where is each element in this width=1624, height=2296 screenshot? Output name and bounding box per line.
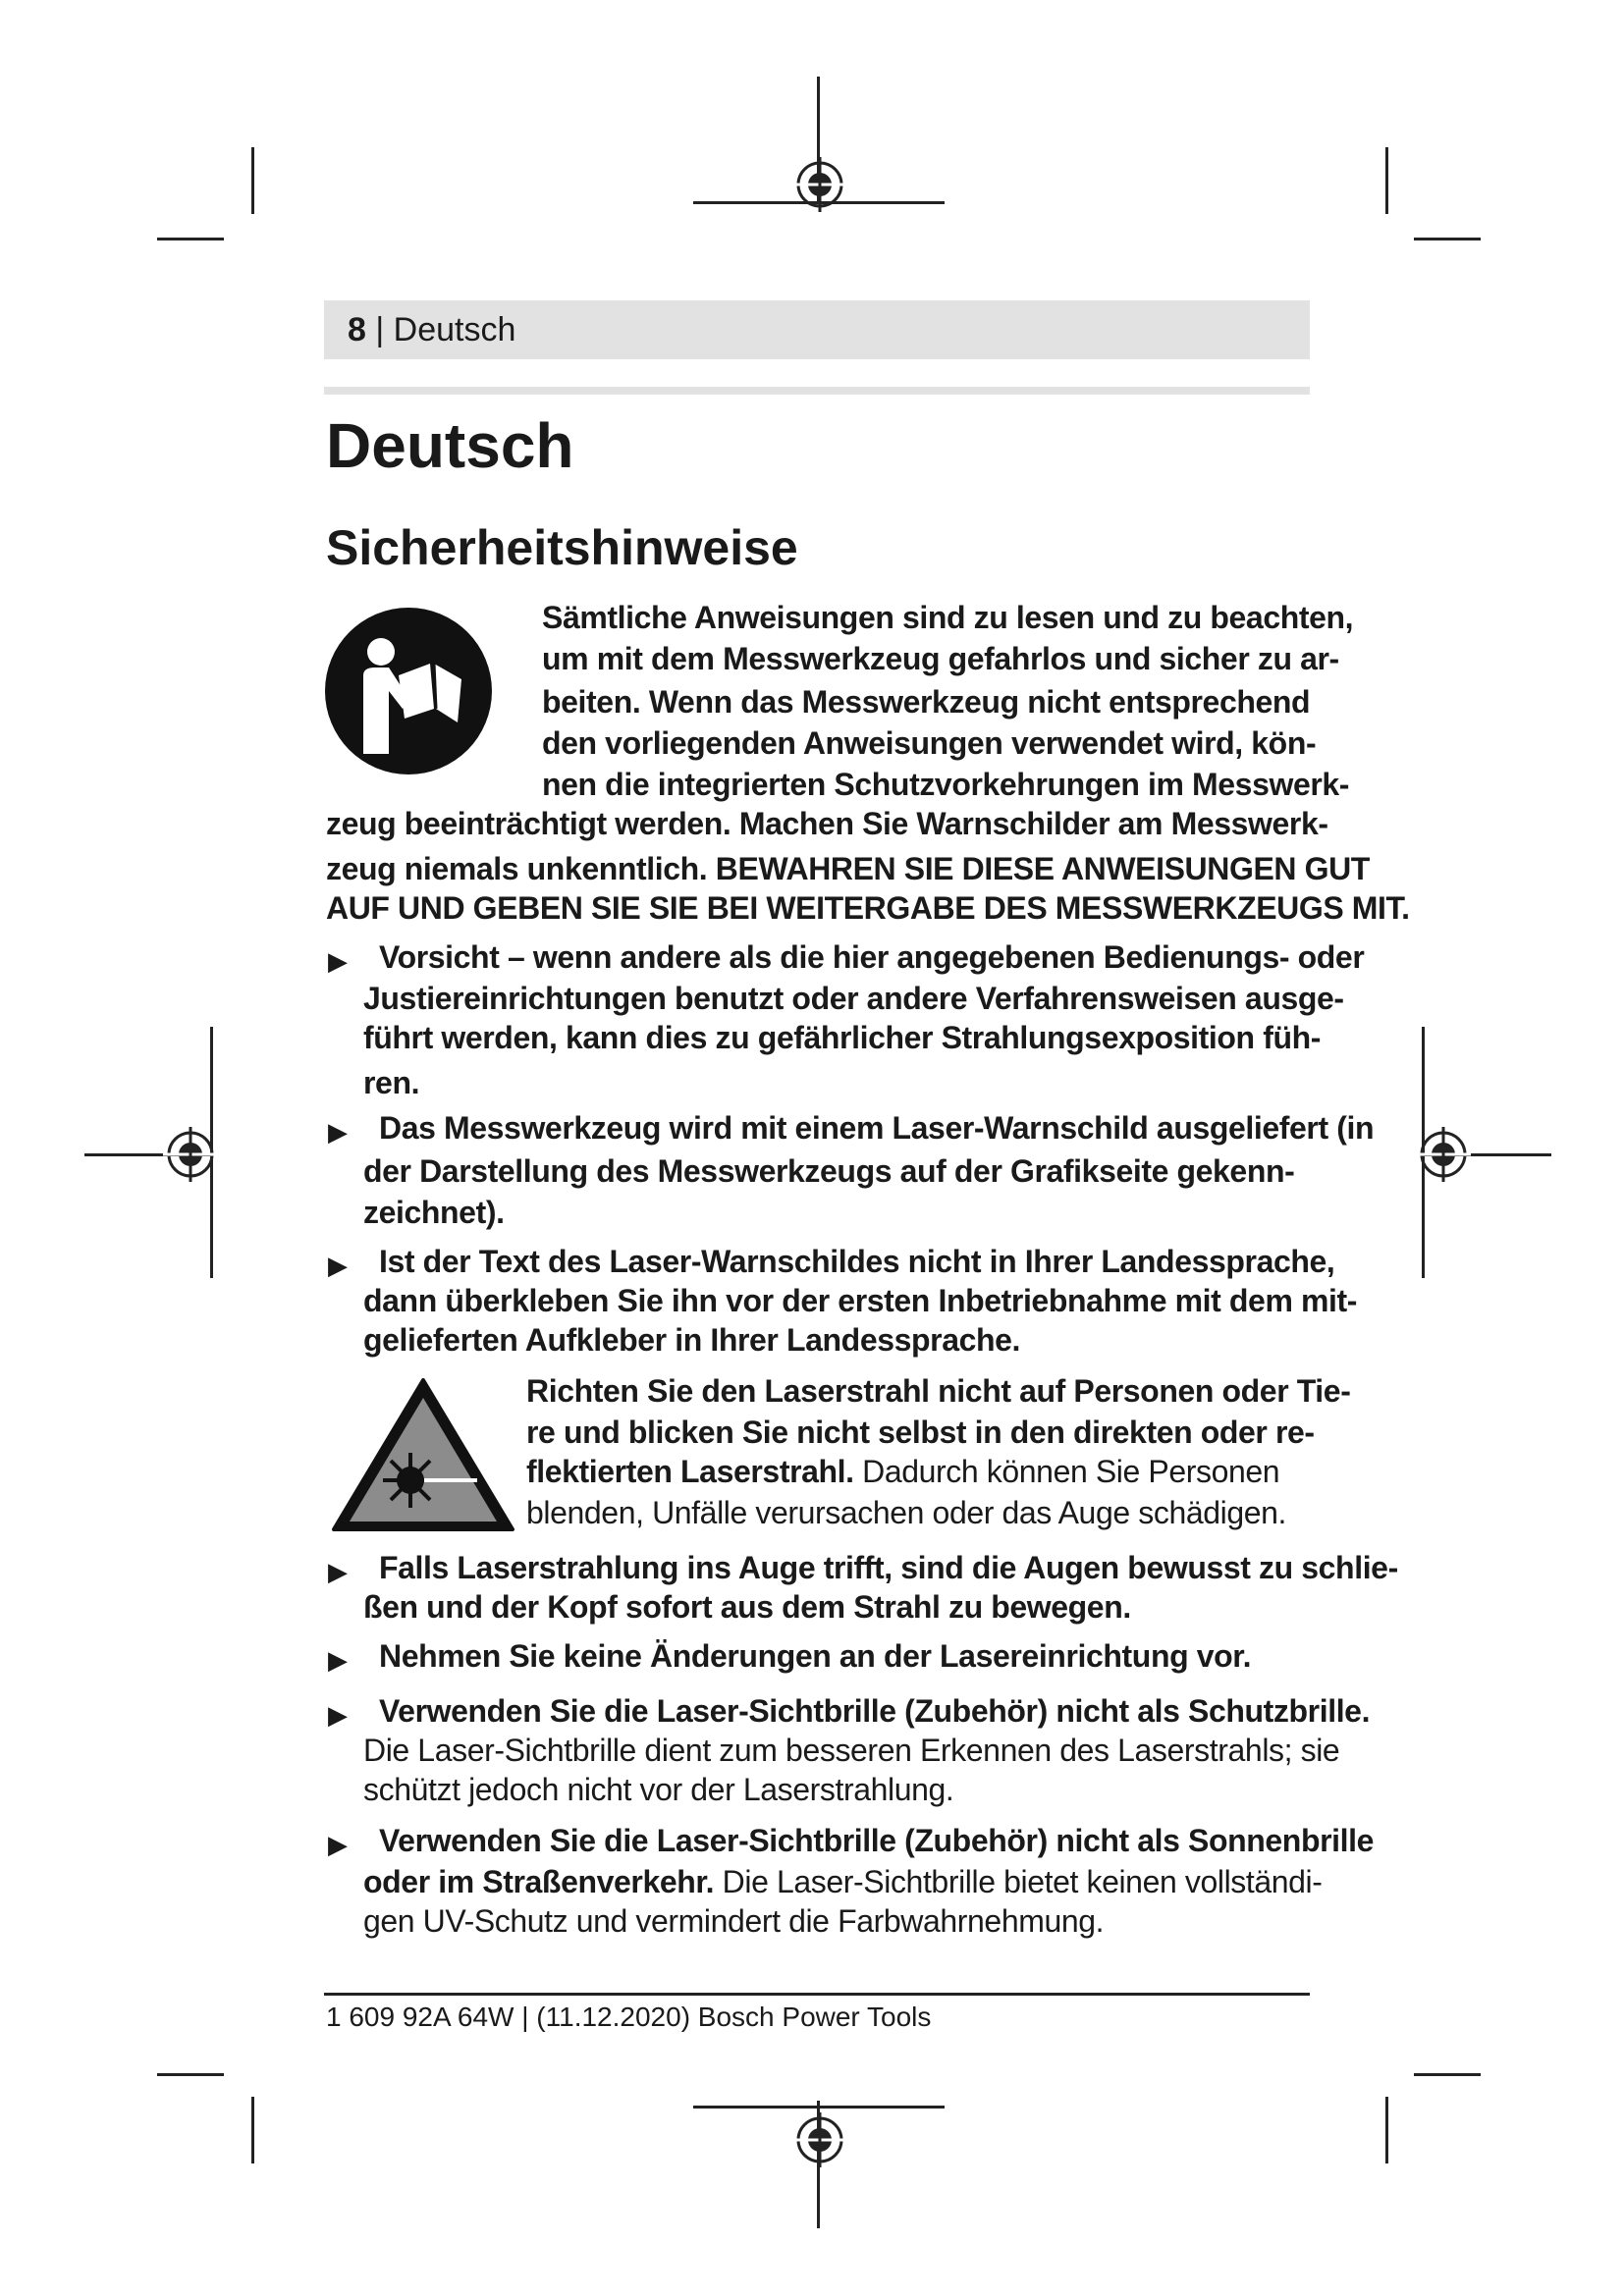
bullet-line: der Darstellung des Messwerkzeugs auf der Grafikseite gekenn- [363,1153,1295,1189]
laser-warning-icon [330,1374,516,1533]
laser-warning-line [526,1451,1279,1492]
page-number: 8 [348,311,366,348]
intro-line: Sämtliche Anweisungen sind zu lesen und zu beachten, [542,600,1354,635]
laser-warning-normal: Dadurch können Sie Personen [853,1454,1280,1489]
bullet-line: Ist der Text des Laser-Warnschildes nicht in Ihrer Landessprache, [379,1244,1335,1279]
bullet-line: dann überkleben Sie ihn vor der ersten Inbetriebnahme mit dem mit- [363,1283,1358,1318]
bullet-line: gelieferten Aufkleber in Ihrer Landessprache. [363,1322,1021,1358]
bullet-normal-text: Die Laser-Sichtbrille bietet keinen vollständi- [714,1864,1323,1899]
bullet-line: Vorsicht – wenn andere als die hier angegebenen Bedienungs- oder [379,939,1365,975]
page-footer: 1 609 92A 64W | (11.12.2020) Bosch Power Tools [326,2002,932,2032]
bullet-line: Nehmen Sie keine Änderungen an der Lasereinrichtung vor. [379,1638,1252,1674]
laser-warning-bold: flektierten Laserstrahl. [526,1454,854,1489]
bullet-arrow-icon: ▶ [328,1645,348,1675]
bullet-line: zeichnet). [363,1195,505,1230]
section-title: Sicherheitshinweise [326,520,798,575]
bullet-arrow-icon: ▶ [328,1117,348,1147]
bullet-arrow-icon: ▶ [328,1251,348,1280]
bullet-line: ßen und der Kopf sofort aus dem Strahl zu bewegen. [363,1589,1131,1625]
registration-target-icon [161,1125,220,1184]
footer-divider [324,1993,1310,1996]
bullet-line: Justiereinrichtungen benutzt oder andere Verfahrensweisen ausge- [363,981,1344,1016]
page-header [348,310,515,349]
header-separator: | [375,311,385,348]
bullet-line: Falls Laserstrahlung ins Auge trifft, sind die Augen bewusst zu schlie- [379,1550,1398,1585]
laser-warning-line: blenden, Unfälle verursachen oder das Auge schädigen. [526,1495,1287,1530]
bullet-line: Verwenden Sie die Laser-Sichtbrille (Zubehör) nicht als Sonnenbrille [379,1823,1375,1858]
laser-warning-line: re und blicken Sie nicht selbst in den direkten oder re- [526,1415,1315,1450]
bullet-arrow-icon: ▶ [328,1830,348,1859]
intro-line: nen die integrierten Schutzvorkehrungen im Messwerk- [542,767,1350,802]
header-divider [324,387,1310,395]
bullet-line [363,1861,1323,1902]
header-language: Deutsch [393,311,516,348]
registration-target-icon [790,155,849,214]
bullet-line: schützt jedoch nicht vor der Laserstrahlung. [363,1772,954,1807]
intro-line: zeug niemals unkenntlich. BEWAHREN SIE DIESE ANWEISUNGEN GUT [326,851,1370,886]
bullet-line: Das Messwerkzeug wird mit einem Laser-Warnschild ausgeliefert (in [379,1110,1375,1146]
intro-line: zeug beeinträchtigt werden. Machen Sie Warnschilder am Messwerk- [326,806,1328,841]
intro-line: beiten. Wenn das Messwerkzeug nicht entsprechend [542,684,1311,720]
registration-target-icon [790,2110,849,2169]
intro-line: AUF UND GEBEN SIE SIE BEI WEITERGABE DES MESSWERKZEUGS MIT. [326,890,1410,926]
bullet-line: Die Laser-Sichtbrille dient zum besseren Erkennen des Laserstrahls; sie [363,1733,1340,1768]
laser-warning-line: Richten Sie den Laserstrahl nicht auf Personen oder Tie- [526,1373,1351,1409]
bullet-arrow-icon: ▶ [328,1557,348,1586]
registration-target-icon [1414,1125,1473,1184]
bullet-line: gen UV-Schutz und vermindert die Farbwahrnehmung. [363,1903,1105,1939]
intro-line: den vorliegenden Anweisungen verwendet wird, kön- [542,725,1317,761]
bullet-line: ren. [363,1065,420,1100]
intro-line: um mit dem Messwerkzeug gefahrlos und sicher zu ar- [542,641,1339,676]
bullet-arrow-icon: ▶ [328,946,348,976]
bullet-line: Verwenden Sie die Laser-Sichtbrille (Zubehör) nicht als Schutzbrille. [379,1693,1371,1729]
bullet-line: führt werden, kann dies zu gefährlicher Strahlungsexposition füh- [363,1020,1322,1055]
bullet-arrow-icon: ▶ [328,1700,348,1730]
read-manual-icon [324,607,493,775]
page-title: Deutsch [326,410,574,481]
bullet-bold-text: oder im Straßenverkehr. [363,1864,715,1899]
